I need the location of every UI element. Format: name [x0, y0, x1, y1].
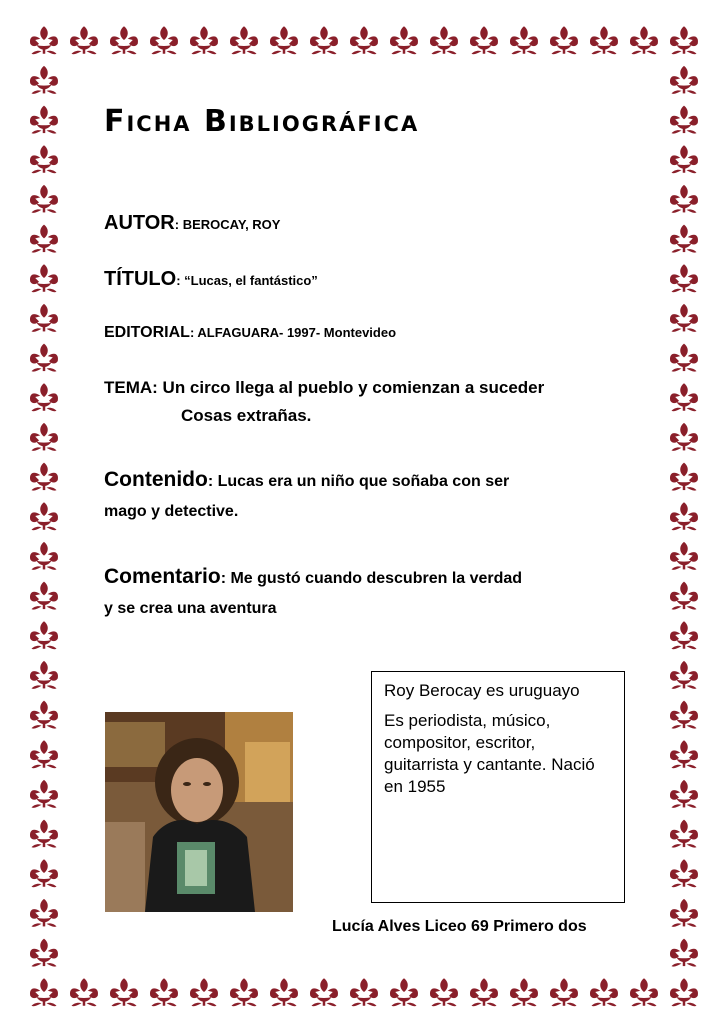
- content-field: [104, 468, 509, 492]
- title-label: TÍTULO: [104, 268, 177, 290]
- info-nationality: Roy Berocay es uruguayo: [384, 681, 580, 700]
- comment-line-2: y se crea una aventura: [104, 600, 277, 617]
- title-field: [104, 268, 318, 291]
- comment-field: [104, 565, 522, 589]
- content-value: : Lucas era un niño que soñaba con ser: [207, 473, 510, 490]
- content-label: Contenido: [104, 468, 208, 491]
- publisher-value: : ALFAGUARA- 1997- Montevideo: [189, 325, 397, 340]
- publisher-field: [104, 324, 396, 342]
- publisher-label: EDITORIAL: [104, 324, 190, 341]
- info-bio: Es periodista, músico, compositor, escritor, guitarrista y cantante. Nació en 1955: [384, 711, 595, 796]
- theme-line-1: TEMA: Un circo llega al pueblo y comienzan a suceder: [104, 378, 545, 397]
- comment-label: Comentario: [104, 565, 221, 588]
- signature: Lucía Alves Liceo 69 Primero dos: [332, 918, 587, 935]
- author-photo: [105, 712, 293, 912]
- title-value: : “Lucas, el fantástico”: [176, 273, 318, 288]
- page-title: Ficha Bibliográfica: [104, 104, 420, 139]
- author-field: [104, 212, 280, 235]
- author-label: AUTOR: [104, 212, 175, 234]
- content-line-2: mago y detective.: [104, 503, 239, 520]
- author-info-box: [371, 671, 625, 903]
- comment-value: : Me gustó cuando descubren la verdad: [220, 570, 523, 587]
- theme-line-2: Cosas extrañas.: [181, 406, 312, 425]
- author-value: : BEROCAY, ROY: [174, 217, 281, 232]
